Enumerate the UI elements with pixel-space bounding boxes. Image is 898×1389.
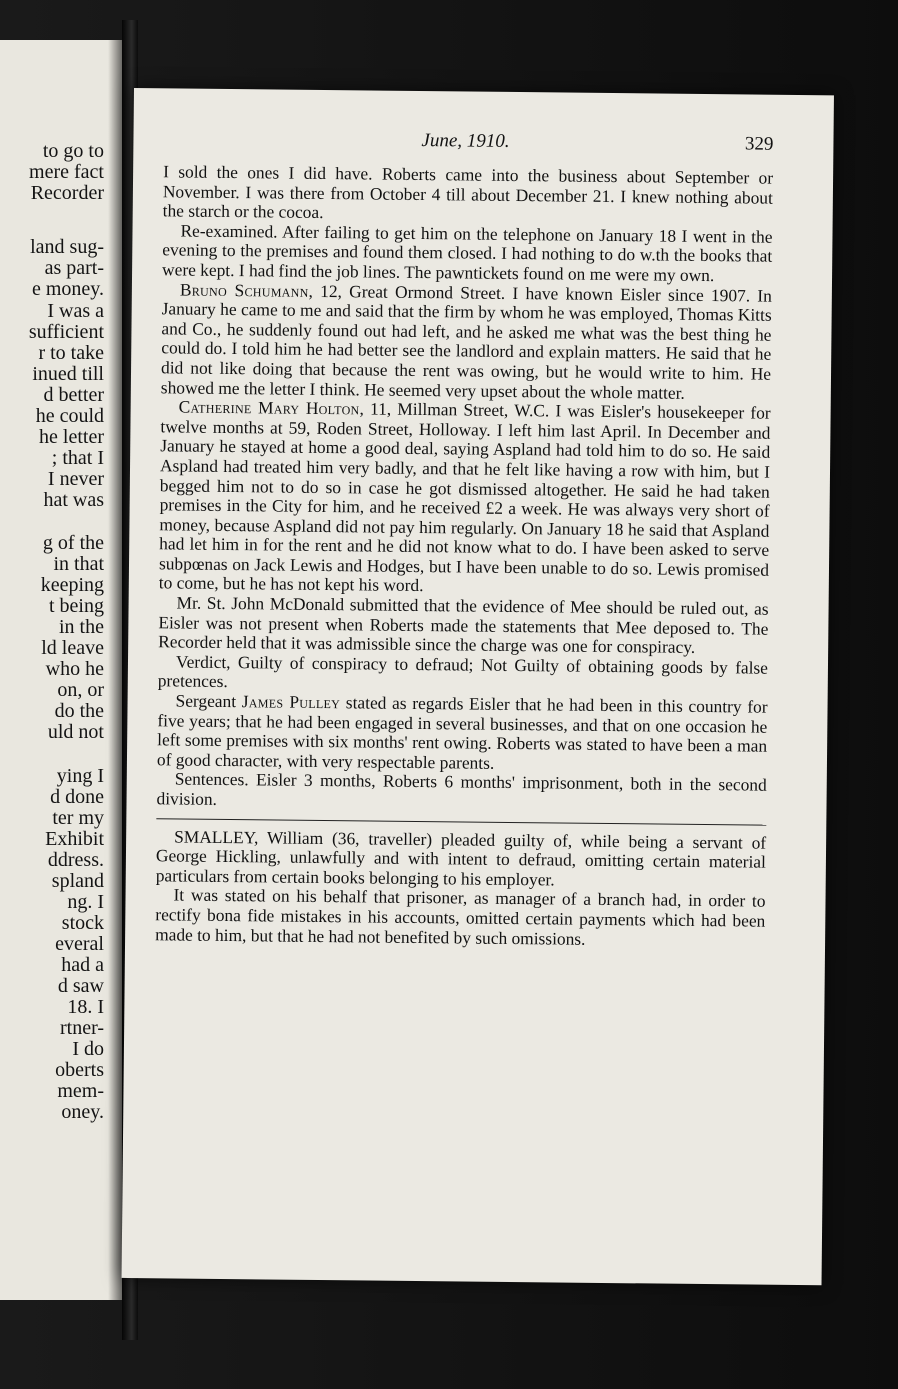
left-page-line: oney. <box>61 1101 104 1123</box>
left-page-line: d saw <box>57 975 104 997</box>
case-divider-rule <box>156 818 766 825</box>
paragraph-testimony-continued: I sold the ones I did have. Roberts came into the business about September or November. I was there from October 4 till about December 21. I knew nothing about the starch or the cocoa. <box>162 161 774 223</box>
left-page-line: I never <box>47 468 104 490</box>
left-page-line: spland <box>51 870 104 892</box>
paragraph-schumann <box>161 280 772 404</box>
paragraph-verdict: Verdict, Guilty of conspiracy to defraud; Not Guilty of obtaining goods by false pretences. <box>157 651 769 692</box>
left-page-line: t being <box>49 595 104 617</box>
left-page-line: ying I <box>56 765 104 787</box>
left-page-line: he could <box>35 405 104 427</box>
page-gutter-shadow <box>108 40 122 1300</box>
left-page-line: as part- <box>44 257 104 279</box>
paragraph-smalley-behalf: It was stated on his behalf that prisoner, as manager of a branch had, in order to rectify bona fide mistakes in his accounts, omitted certain payments which had been made to him, but that he had not benefited by such omissions. <box>155 884 766 949</box>
left-page-line: mere fact <box>29 161 104 183</box>
left-page-line: stock <box>61 912 104 934</box>
witness-name-schumann: Bruno Schumann <box>179 279 309 301</box>
left-page-line: Exhibit <box>45 828 104 850</box>
left-page-line: ter my <box>52 807 104 829</box>
left-page-line: oberts <box>55 1059 104 1081</box>
holton-testimony: , 11, Millman Street, W.C. I was Eisler's housekeeper for twelve months at 59, Roden Street, Holloway. I left him last April. In December and January he stayed at home a good deal, saying Aspland had told him to do so. He said Aspland had treated him very badly, and that he felt like having a row with him, but I begged him not to do so in case he got dismissed altogether. He said he had taken premises in the City for him, and he received £2 a week. He was always very short of money, because Aspland did not pay him regularly. On January 18 he said that Aspland had let him in for the rent and he did not know what to do. I have been asked to serve subpœnas on Jack Lewis and Hodges, but I have been unable to do so. Lewis promised to come, but he has not kept his word. <box>158 398 771 596</box>
schumann-testimony: , 12, Great Ormond Street. I have known Eisler since 1907. In January he came to me and said that the firm by whom he was employed, Thomas Kitts and Co., he suddenly found out had left, and he asked me what was the best thing he could do. I told him he had better see the landlord and explain matters. He said that he did not like doing that because the rent was owing, but he would write to him. He showed me the letter I think. He seemed very upset about the whole matter. <box>160 280 772 403</box>
running-head <box>163 128 773 160</box>
page-content <box>155 128 774 949</box>
left-page-line: 18. I <box>67 996 104 1018</box>
left-page-line: inued till <box>32 363 104 385</box>
left-page-line: Recorder <box>30 182 104 204</box>
left-page-line: g of the <box>42 532 104 554</box>
paragraph-smalley-case: SMALLEY, William (36, traveller) pleaded guilty of, while being a servant of George Hickling, unlawfully and with intent to defraud, omitting certain material particulars from certain books belonging to his employer. <box>155 826 767 890</box>
witness-name-pulley: James Pulley <box>241 691 341 713</box>
left-page-line: in that <box>53 553 104 575</box>
sergeant-prefix: Sergeant <box>175 690 242 712</box>
left-page-line: I was a <box>47 300 104 322</box>
left-page-line: e money. <box>31 278 104 300</box>
left-page-line: d better <box>43 384 104 406</box>
left-page-line: who he <box>45 658 104 680</box>
left-page-line: everal <box>55 933 104 955</box>
left-page-line: sufficient <box>28 321 104 343</box>
left-page-line: ng. I <box>67 891 104 913</box>
right-page <box>122 88 834 1285</box>
page-number: 329 <box>744 133 774 155</box>
left-page-line: do the <box>54 700 104 722</box>
running-head-date: June, 1910. <box>421 130 510 152</box>
left-page-line: I do <box>72 1038 104 1060</box>
left-page-line: keeping <box>40 574 104 596</box>
left-page-line: mem- <box>57 1080 104 1102</box>
paragraph-re-examined: Re-examined. After failing to get him on the telephone on January 18 I went in the evening to the premises and found them closed. I had nothing to do w.th the books that were kept. I had find the job lines. The pawntickets found on me were my own. <box>161 220 773 286</box>
left-page-line: ; that I <box>51 447 104 469</box>
paragraph-mcdonald-submission: Mr. St. John McDonald submitted that the evidence of Mee should be ruled out, as Eisler was not present when Roberts made the statements that Mee deposed to. The Recorder held that it was admissible since the charge was one for conspiracy. <box>158 592 769 658</box>
paragraph-sergeant-pulley <box>157 691 768 776</box>
left-facing-page <box>0 40 122 1300</box>
left-page-line: on, or <box>57 679 104 701</box>
left-page-line: d done <box>50 786 104 808</box>
left-page-line: had a <box>61 954 104 976</box>
left-page-line: uld not <box>47 721 104 743</box>
left-page-line: in the <box>59 616 104 638</box>
left-page-line: hat was <box>43 489 104 511</box>
left-page-line: ddress. <box>47 849 104 871</box>
paragraph-sentences: Sentences. Eisler 3 months, Roberts 6 months' imprisonment, both in the second division. <box>156 768 767 809</box>
paragraph-holton <box>159 397 771 599</box>
left-page-line: r to take <box>38 342 104 364</box>
body-text <box>155 162 773 951</box>
left-page-line: land sug- <box>30 236 104 258</box>
left-page-line: to go to <box>42 140 104 162</box>
left-page-line: he letter <box>39 426 104 448</box>
left-page-line: ld leave <box>41 637 104 659</box>
pulley-statement: stated as regards Eisler that he had been in this country for five years; that he had been engaged in several businesses, and that on one occasion he left some premises with six months' rent owing. Roberts was stated to have been a man of good character, with very respectable parents. <box>156 692 768 773</box>
witness-name-holton: Catherine Mary Holton <box>178 396 360 419</box>
left-page-line: rtner- <box>59 1017 104 1039</box>
